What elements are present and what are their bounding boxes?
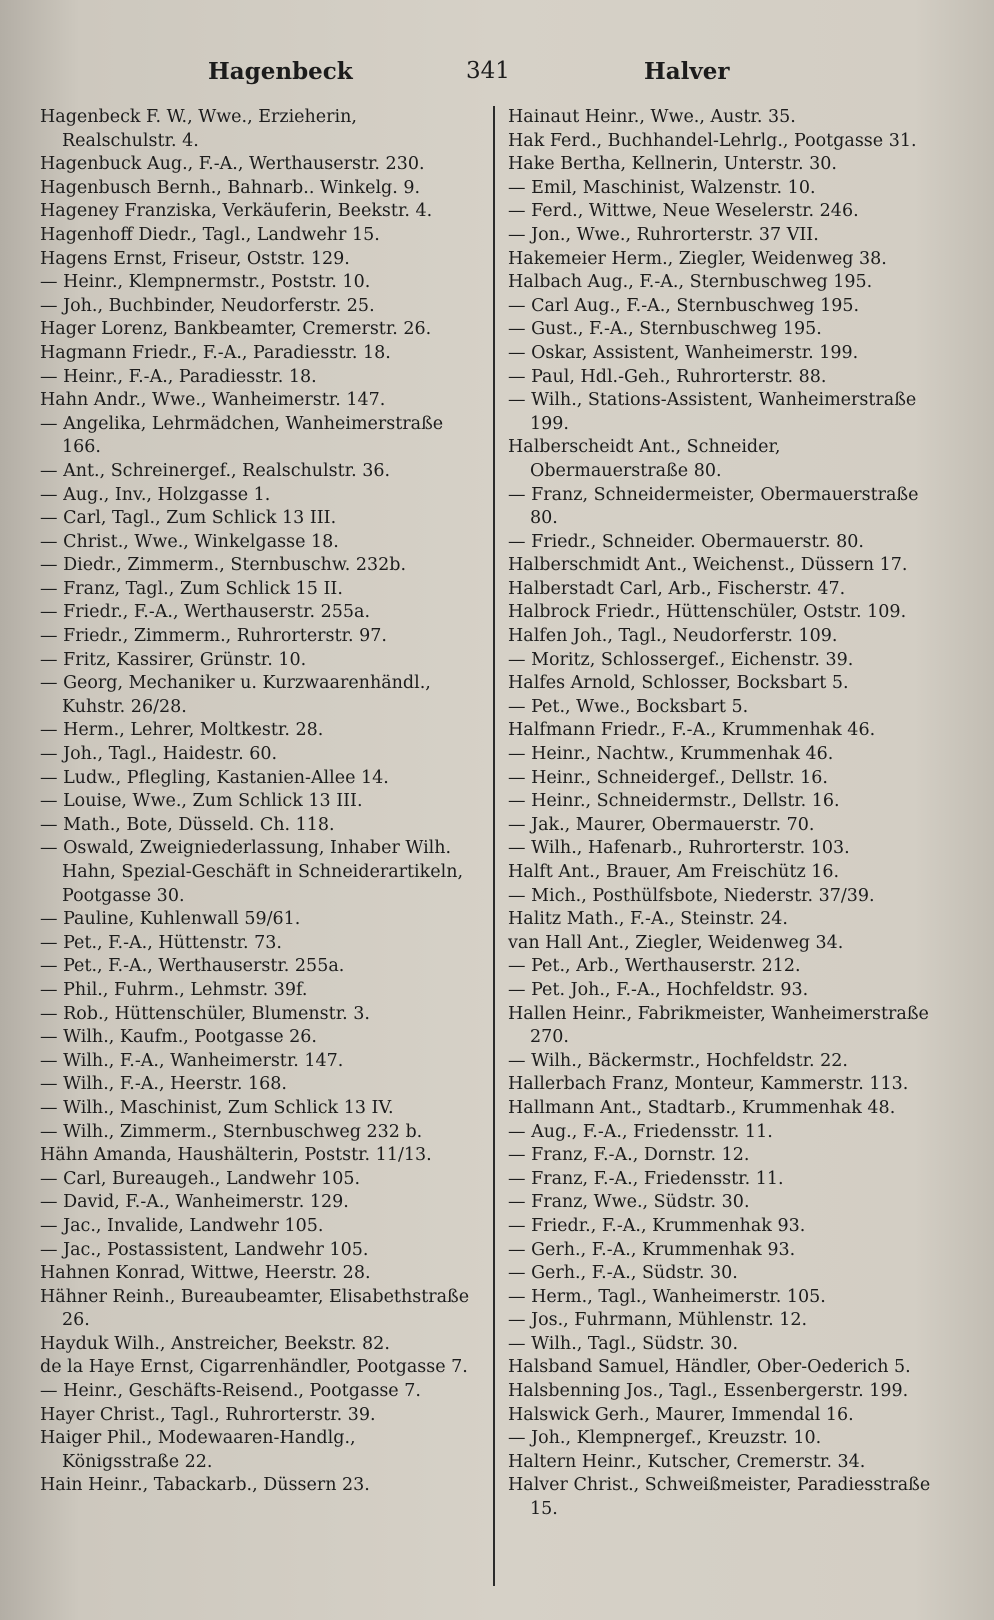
directory-entry: Hakemeier Herm., Ziegler, Weidenweg 38.: [508, 248, 887, 269]
directory-entry: Hayer Christ., Tagl., Ruhrorterstr. 39.: [40, 1404, 376, 1425]
right-column: [508, 106, 940, 1522]
directory-entry: — Wilh., Hafenarb., Ruhrorterstr. 103.: [508, 838, 850, 859]
directory-entry: — Joh., Buchbinder, Neudorferstr. 25.: [40, 295, 375, 316]
directory-entry: Hageney Franziska, Verkäuferin, Beekstr. 4.: [40, 201, 433, 222]
directory-entry: — Gust., F.-A., Sternbuschweg 195.: [508, 319, 822, 340]
directory-entry: — Wilh., Maschinist, Zum Schlick 13 IV.: [40, 1097, 394, 1118]
directory-entry: — Jon., Wwe., Ruhrorterstr. 37 VII.: [508, 224, 819, 245]
directory-entry: — Emil, Maschinist, Walzenstr. 10.: [508, 177, 816, 198]
directory-entry: — Oskar, Assistent, Wanheimerstr. 199.: [508, 342, 859, 363]
directory-entry: Hagenbeck F. W., Wwe., Erzieherin, Realschulstr. 4.: [40, 107, 357, 151]
directory-entry: — Herm., Tagl., Wanheimerstr. 105.: [508, 1286, 826, 1307]
directory-entry: — Joh., Tagl., Haidestr. 60.: [40, 744, 278, 765]
directory-entry: Halbach Aug., F.-A., Sternbuschweg 195.: [508, 272, 873, 293]
directory-entry: Halfes Arnold, Schlosser, Bocksbart 5.: [508, 673, 849, 694]
directory-entry: — Franz, F.-A., Dornstr. 12.: [508, 1145, 750, 1166]
directory-entry: — Gerh., F.-A., Südstr. 30.: [508, 1263, 738, 1284]
directory-entry: Hähner Reinh., Bureaubeamter, Elisabethstraße 26.: [40, 1286, 470, 1331]
directory-entry: — Moritz, Schlossergef., Eichenstr. 39.: [508, 649, 854, 670]
directory-entry: — Math., Bote, Düsseld. Ch. 118.: [40, 814, 335, 835]
directory-entry: Halitz Math., F.-A., Steinstr. 24.: [508, 909, 788, 930]
directory-entry: — Carl, Tagl., Zum Schlick 13 III.: [40, 508, 337, 529]
directory-entry: Halft Ant., Brauer, Am Freischütz 16.: [508, 862, 840, 882]
directory-entry: — Heinr., Geschäfts-Reisend., Pootgasse 7.: [40, 1381, 421, 1402]
directory-entry: — Louise, Wwe., Zum Schlick 13 III.: [40, 791, 363, 812]
directory-entry: Halswick Gerh., Maurer, Immendal 16.: [508, 1404, 854, 1425]
directory-entry: Hagens Ernst, Friseur, Oststr. 129.: [40, 248, 350, 269]
directory-entry: — Carl Aug., F.-A., Sternbuschweg 195.: [508, 295, 860, 316]
column-divider: [493, 106, 495, 1586]
directory-entry: — Oswald, Zweigniederlassung, Inhaber Wilh. Hahn, Spezial-Geschäft in Schneiderartikeln, Pootgasse 30.: [40, 838, 464, 906]
directory-entry: Hallen Heinr., Fabrikmeister, Wanheimerstraße 270.: [508, 1003, 929, 1048]
header-last-entry: Halver: [644, 58, 730, 85]
directory-entry: — Jak., Maurer, Obermauerstr. 70.: [508, 814, 815, 835]
directory-entry: Hahnen Konrad, Wittwe, Heerstr. 28.: [40, 1263, 371, 1284]
directory-entry: — Jac., Postassistent, Landwehr 105.: [40, 1239, 369, 1260]
left-column: [40, 106, 476, 1498]
directory-entry: Halfen Joh., Tagl., Neudorferstr. 109.: [508, 626, 838, 647]
directory-entry: — Fritz, Kassirer, Grünstr. 10.: [40, 649, 307, 670]
directory-entry: — Franz, Schneidermeister, Obermauerstraße 80.: [508, 484, 919, 529]
directory-entry: — Heinr., Schneidermstr., Dellstr. 16.: [508, 791, 840, 812]
directory-entry: — Franz, Wwe., Südstr. 30.: [508, 1192, 750, 1213]
directory-entry: — Joh., Klempnergef., Kreuzstr. 10.: [508, 1428, 822, 1449]
directory-entry: — Wilh., Kaufm., Pootgasse 26.: [40, 1027, 317, 1048]
directory-entry: — Friedr., F.-A., Werthauserstr. 255a.: [40, 602, 371, 623]
directory-entry: — Franz, F.-A., Friedensstr. 11.: [508, 1168, 784, 1189]
directory-entry: — Friedr., F.-A., Krummenhak 93.: [508, 1215, 806, 1236]
directory-entry: — Friedr., Zimmerm., Ruhrorterstr. 97.: [40, 626, 387, 647]
directory-entry: — Gerh., F.-A., Krummenhak 93.: [508, 1239, 796, 1260]
directory-entry: — Wilh., Tagl., Südstr. 30.: [508, 1333, 739, 1354]
directory-entry: Hähn Amanda, Haushälterin, Poststr. 11/13.: [40, 1145, 432, 1166]
directory-entry: — Heinr., Nachtw., Krummenhak 46.: [508, 744, 834, 765]
directory-entry: Hake Bertha, Kellnerin, Unterstr. 30.: [508, 154, 837, 175]
directory-entry: Halberscheidt Ant., Schneider, Obermauerstraße 80.: [508, 437, 781, 481]
directory-entry: — Pauline, Kuhlenwall 59/61.: [40, 909, 301, 930]
directory-entry: Hainaut Heinr., Wwe., Austr. 35.: [508, 107, 796, 127]
directory-entry: — Phil., Fuhrm., Lehmstr. 39f.: [40, 979, 308, 1000]
directory-entry: — Pet., Wwe., Bocksbart 5.: [508, 696, 749, 717]
page-header: [0, 58, 994, 94]
directory-entry: Hahn Andr., Wwe., Wanheimerstr. 147.: [40, 390, 386, 411]
directory-entry: Hagenbuck Aug., F.-A., Werthauserstr. 230.: [40, 154, 425, 175]
directory-entry: Hagenhoff Diedr., Tagl., Landwehr 15.: [40, 224, 380, 245]
directory-entry: — Jac., Invalide, Landwehr 105.: [40, 1215, 324, 1236]
directory-entry: — Ferd., Wittwe, Neue Weselerstr. 246.: [508, 201, 859, 222]
directory-entry: Halfmann Friedr., F.-A., Krummenhak 46.: [508, 720, 876, 741]
directory-entry: Hayduk Wilh., Anstreicher, Beekstr. 82.: [40, 1333, 390, 1354]
directory-entry: — Ant., Schreinergef., Realschulstr. 36.: [40, 460, 391, 481]
directory-entry: — Wilh., Stations-Assistent, Wanheimerstraße 199.: [508, 390, 917, 434]
directory-entry: Hain Heinr., Tabackarb., Düssern 23.: [40, 1475, 370, 1496]
directory-entry: — Rob., Hüttenschüler, Blumenstr. 3.: [40, 1003, 370, 1024]
directory-entry: — Aug., F.-A., Friedensstr. 11.: [508, 1121, 773, 1142]
directory-entry: — Wilh., Zimmerm., Sternbuschweg 232 b.: [40, 1121, 423, 1142]
directory-entry: — Carl, Bureaugeh., Landwehr 105.: [40, 1168, 361, 1189]
directory-entry: — Heinr., Schneidergef., Dellstr. 16.: [508, 767, 828, 788]
directory-entry: Halsbenning Jos., Tagl., Essenbergerstr. 199.: [508, 1381, 909, 1402]
directory-entry: Halbrock Friedr., Hüttenschüler, Oststr. 109.: [508, 602, 907, 623]
header-first-entry: Hagenbeck: [208, 58, 353, 85]
directory-entry: Hallmann Ant., Stadtarb., Krummenhak 48.: [508, 1097, 896, 1118]
directory-entry: — Pet. Joh., F.-A., Hochfeldstr. 93.: [508, 979, 809, 1000]
directory-entry: Hallerbach Franz, Monteur, Kammerstr. 113.: [508, 1074, 909, 1095]
directory-entry: Halver Christ., Schweißmeister, Paradiesstraße 15.: [508, 1475, 931, 1520]
directory-entry: de la Haye Ernst, Cigarrenhändler, Pootgasse 7.: [40, 1357, 468, 1378]
directory-entry: — Mich., Posthülfsbote, Niederstr. 37/39.: [508, 885, 875, 906]
directory-entry: — Paul, Hdl.-Geh., Ruhrorterstr. 88.: [508, 366, 827, 387]
directory-entry: — Wilh., F.-A., Wanheimerstr. 147.: [40, 1050, 344, 1071]
directory-entry: — Wilh., F.-A., Heerstr. 168.: [40, 1074, 287, 1095]
directory-entry: — Franz, Tagl., Zum Schlick 15 II.: [40, 578, 343, 599]
directory-entry: — Friedr., Schneider. Obermauerstr. 80.: [508, 531, 864, 552]
directory-entry: — Georg, Mechaniker u. Kurzwaarenhändl., Kuhstr. 26/28.: [40, 673, 431, 717]
directory-entry: — Ludw., Pflegling, Kastanien-Allee 14.: [40, 767, 389, 788]
directory-entry: Hagenbusch Bernh., Bahnarb.. Winkelg. 9.: [40, 177, 421, 198]
directory-entry: — Angelika, Lehrmädchen, Wanheimerstraße 166.: [40, 413, 444, 458]
directory-entry: — Christ., Wwe., Winkelgasse 18.: [40, 531, 339, 552]
directory-entry: — Heinr., F.-A., Paradiesstr. 18.: [40, 366, 317, 387]
directory-entry: — David, F.-A., Wanheimerstr. 129.: [40, 1192, 349, 1213]
directory-entry: Halberstadt Carl, Arb., Fischerstr. 47.: [508, 578, 846, 599]
directory-entry: Hak Ferd., Buchhandel-Lehrlg., Pootgasse 31.: [508, 130, 917, 151]
directory-entry: — Pet., F.-A., Hüttenstr. 73.: [40, 932, 282, 953]
directory-entry: — Pet., F.-A., Werthauserstr. 255a.: [40, 956, 345, 977]
directory-entry: — Heinr., Klempnermstr., Poststr. 10.: [40, 272, 371, 293]
directory-entry: Halberschmidt Ant., Weichenst., Düssern 17.: [508, 555, 908, 576]
directory-entry: — Aug., Inv., Holzgasse 1.: [40, 484, 271, 505]
directory-entry: — Jos., Fuhrmann, Mühlenstr. 12.: [508, 1310, 808, 1331]
directory-entry: — Diedr., Zimmerm., Sternbuschw. 232b.: [40, 555, 407, 576]
directory-entry: Halsband Samuel, Händler, Ober-Oederich 5.: [508, 1357, 911, 1378]
directory-entry: Haiger Phil., Modewaaren-Handlg., Königsstraße 22.: [40, 1428, 356, 1472]
page-number: 341: [466, 58, 510, 84]
directory-entry: Hagmann Friedr., F.-A., Paradiesstr. 18.: [40, 342, 391, 363]
directory-entry: — Pet., Arb., Werthauserstr. 212.: [508, 956, 801, 977]
directory-entry: — Herm., Lehrer, Moltkestr. 28.: [40, 720, 324, 741]
directory-entry: Haltern Heinr., Kutscher, Cremerstr. 34.: [508, 1451, 866, 1472]
directory-entry: van Hall Ant., Ziegler, Weidenweg 34.: [508, 932, 844, 953]
directory-entry: — Wilh., Bäckermstr., Hochfeldstr. 22.: [508, 1050, 848, 1071]
directory-entry: Hager Lorenz, Bankbeamter, Cremerstr. 26.: [40, 319, 432, 340]
